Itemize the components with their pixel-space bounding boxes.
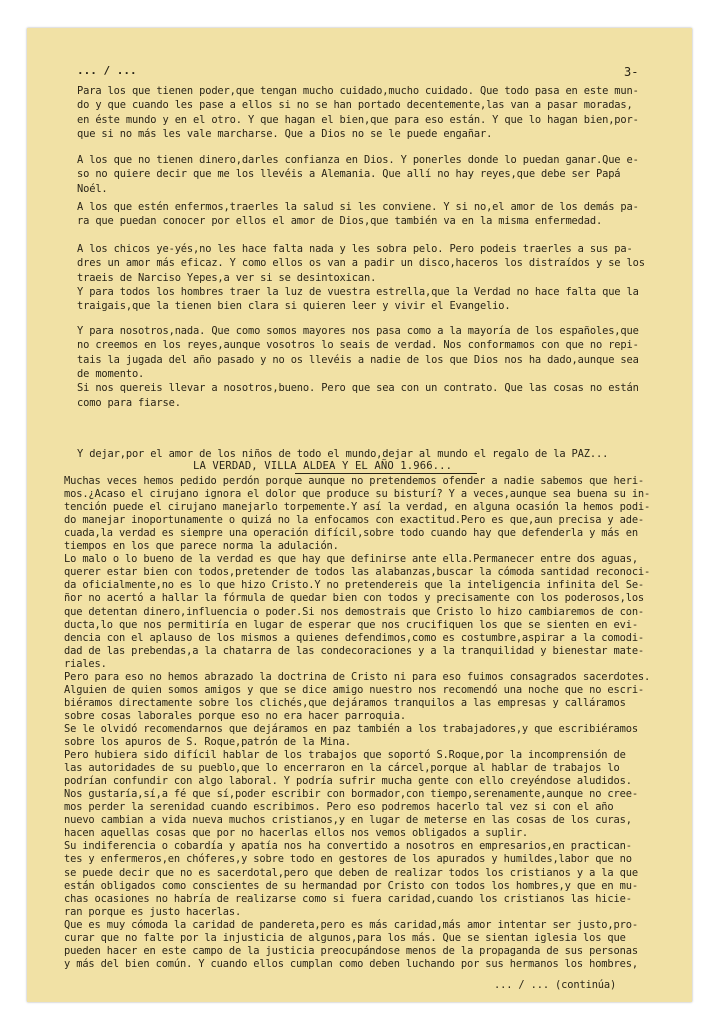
article-line: querer estar bien con todos,pretender de todos las alabanzas,buscar la cómoda santidad reconoci- <box>64 566 651 579</box>
article-line: tención puede el cirujano manejarlo torpemente.Y así la verdad, en alguna ocasión la hemos podi- <box>64 501 651 514</box>
article-line: chas ocasiones no habría de realizarse como si fuera caridad,cuando los cristianos las hicie- <box>64 892 632 905</box>
article-line: hacen aquellas cosas que por no hacerlas ellos nos vemos obligados a suplir. <box>64 827 529 840</box>
letter-line: A los que no tienen dinero,darles confianza en Dios. Y ponerles donde lo puedan ganar.Que e- <box>77 154 639 166</box>
article-line: Que es muy cómoda la caridad de pandereta,pero es más caridad,más amor intentar ser justo,pro- <box>64 918 638 931</box>
letter-line: Y para todos los hombres traer la luz de vuestra estrella,que la Verdad no hace falta que la <box>77 286 639 298</box>
article-line: riales. <box>64 657 107 670</box>
article-line: Lo malo o lo bueno de la verdad es que hay que definirse ante ella.Permanecer entre dos aguas, <box>64 553 638 566</box>
article-title: LA VERDAD, VILLA ALDEA Y EL AÑO 1.966... <box>193 460 453 472</box>
article-line: Nos gustaría,sí,a fé que sí,poder escribir con bormador,con tiempo,serenamente,aunque no cree- <box>64 788 638 801</box>
article-line: Pero para eso no hemos abrazado la doctrina de Cristo ni para eso fuimos consagrados sacerdotes. <box>64 670 651 683</box>
letter-line: en éste mundo y en el otro. Y que hagan el bien,que para eso están. Y que lo hagan bien,por- <box>77 113 639 126</box>
letter-line: tais la jugada del año pasado y no os llevéis a nadie de los que Dios nos ha dado,aunque sea <box>77 353 639 366</box>
letter-line: Para los que tienen poder,que tengan mucho cuidado,mucho cuidado. Que todo pasa en este mun- <box>77 85 639 97</box>
article-line: tes y enfermeros,en chóferes,y sobre todo en gestores de los apurados y humildes,labor que no <box>64 853 632 866</box>
article-line: Su indiferencia o cobardía y apatía nos ha convertido a nosotros en empresarios,en practican- <box>64 840 632 853</box>
letter-line: ra que puedan conocer por ellos el amor de Dios,que también va en la misma enfermedad. <box>77 215 603 228</box>
section-divider <box>295 473 477 474</box>
letter-line: A los chicos ye-yés,no les hace falta nada y les sobra pelo. Pero podeis traerles a sus pa- <box>77 243 633 255</box>
letter-line: so no quiere decir que me los llevéis a Alemania. Que allí no hay reyes,que debe ser Papá <box>77 168 621 181</box>
article-line: están obligados como conscientes de su hermandad por Cristo con todos los hombres,y que en mu- <box>64 879 638 892</box>
article-line: ducta,lo que nos permitiría en lugar de esperar que nos crucifiquen los que se sienten en evi- <box>64 618 638 631</box>
letter-line: no creemos en los reyes,aunque vosotros lo seais de verdad. Nos conformamos con que no repi- <box>77 339 639 352</box>
letter-line: Y para nosotros,nada. Que como somos mayores nos pasa como a la mayoría de los españoles,que <box>77 325 639 337</box>
letter-line: dres un amor más eficaz. Y como ellos os van a padir un disco,haceros los distraídos y se los <box>77 257 645 270</box>
letter-line: Si nos quereis llevar a nosotros,bueno. Pero que sea con un contrato. Que las cosas no están <box>77 382 639 395</box>
letter-line: Noél. <box>77 182 108 195</box>
article-line: da oficialmente,no es lo que hizo Cristo.Y no pretendereis que la inteligencia infinita del Se- <box>64 579 645 592</box>
document-page <box>27 28 692 1002</box>
letter-line: Y dejar,por el amor de los niños de todo el mundo,dejar al mundo el regalo de la PAZ... <box>77 448 609 460</box>
article-line: mos.¿Acaso el cirujano ignora el dolor que produce su bisturí? Y a veces,aunque sea buena su in- <box>64 488 651 501</box>
article-line: se puede decir que no es sacerdotal,pero que deben de realizar todos los cristianos y a la que <box>64 866 638 879</box>
article-line: biéramos directamente sobre los clichés,que dejáramos tranquilos a las empresas y calláramos <box>64 696 626 709</box>
article-line: mos perder la serenidad cuando escribimos. Pero eso podremos hacerlo tal vez si con el año <box>64 801 614 814</box>
letter-line: que si no más les vale marcharse. Que a Dios no se le puede engañar. <box>77 127 493 140</box>
article-line: Alguien de quien somos amigos y que se dice amigo nuestro nos recomendó una noche que no escri- <box>64 683 645 696</box>
article-line: dencia con el aplauso de los mismos a quienes defendimos,como es costumbre,aspirar a la comodi- <box>64 631 645 644</box>
article-line: sobre los apuros de S. Roque,patrón de la Mina. <box>64 736 351 748</box>
page-number: 3- <box>624 65 639 79</box>
header-left-mark: ... / ... <box>77 64 137 77</box>
article-line: pueden hacer en este campo de la justicia preocupándose menos de la propaganda de sus personas <box>64 944 638 957</box>
continued-note: ... / ... (continúa) <box>494 979 617 991</box>
article-line: ñor no acertó a hallar la fórmula de quedar bien con todos y precisamente con los poderosos,los <box>64 592 645 605</box>
letter-line: como para fiarse. <box>77 396 181 409</box>
letter-line: traeis de Narciso Yepes,a ver si se desintoxican. <box>77 271 377 284</box>
article-line: Pero hubiera sido difícil hablar de los trabajos que soportó S.Roque,por la incomprensión de <box>64 749 626 762</box>
letter-line: A los que estén enfermos,traerles la salud si les conviene. Y si no,el amor de los demás pa- <box>77 201 639 213</box>
article-line: Muchas veces hemos pedido perdón porque aunque no pretendemos ofender a nadie sabemos que heri- <box>64 475 645 487</box>
article-line: dad de las prebendas,a la chatarra de las condecoraciones y a la tranquilidad y bienestar mate- <box>64 644 645 657</box>
article-line: y más del bien común. Y cuando ellos cumplan como deben luchando por sus hermanos los hombres, <box>64 957 638 970</box>
article-line: nuevo cambian a vida nueva muchos cristianos,y en lugar de meterse en las cosas de los curas, <box>64 814 632 827</box>
article-line: que detentan dinero,influencia o poder.Si nos demostrais que Cristo lo hizo cambiaremos de con- <box>64 605 645 618</box>
letter-line: de momento. <box>77 367 145 380</box>
article-line: sobre cosas laborales porque eso no era hacer parroquia. <box>64 709 406 722</box>
article-line: podrían confundir con algo laboral. Y podría sufrir mucha gente con ello creyéndose aludidos. <box>64 775 632 788</box>
article-line: Se le olvidó recomendarnos que dejáramos en paz también a los trabajadores,y que escribiéramos <box>64 722 638 735</box>
article-line: cuada,la verdad es siempre una operación difícil,sobre todo cuando hay que defenderla y más en <box>64 527 638 540</box>
letter-line: traigais,que la tienen bien clara si quieren leer y vivir el Evangelio. <box>77 300 511 313</box>
letter-line: do y que cuando les pase a ellos si no se han portado decentemente,las van a pasar moradas, <box>77 99 633 112</box>
article-line: tiempos en los que parece norma la adulación. <box>64 540 339 553</box>
article-line: do manejar inoportunamente o quizá no la enfocamos con exactitud.Pero es que,aun precisa y ade- <box>64 514 645 527</box>
article-line: las autoridades de su pueblo,que lo encerraron en la cárcel,porque al hablar de trabajos lo <box>64 762 620 775</box>
article-line: ran porque es justo hacerlas. <box>64 905 242 918</box>
article-line: curar que no falte por la injusticia de algunos,para los más. Que se sientan iglesia los que <box>64 931 626 944</box>
